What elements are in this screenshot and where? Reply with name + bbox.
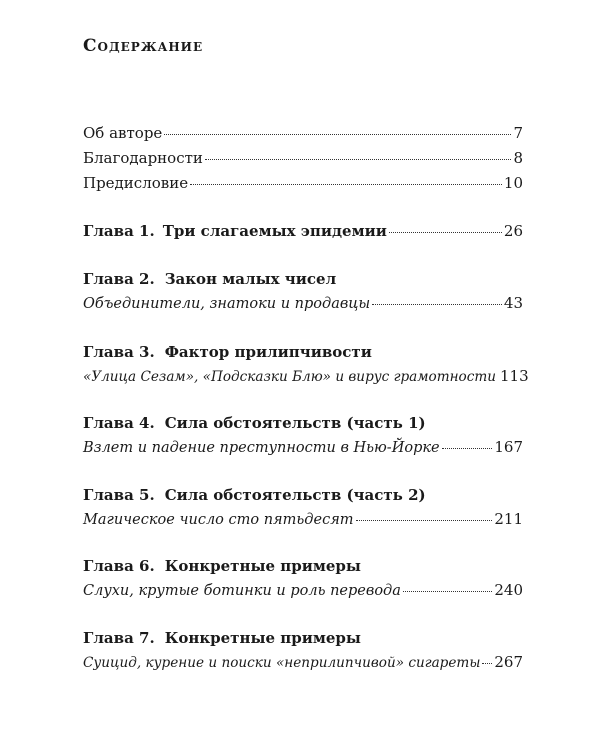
toc-chapter-4-heading[interactable] [83,414,426,432]
chapter-label: Глава 6. [83,557,155,575]
toc-entry-about-author[interactable] [83,124,523,142]
toc-entry-chapter-6[interactable] [83,581,523,600]
toc-entry-preface[interactable] [83,174,523,192]
chapter-title: Сила обстоятельств (часть 2) [164,486,426,504]
toc-entry-chapter-5[interactable] [83,510,523,529]
entry-page: 26 [503,222,523,240]
chapter-title: Три слагаемых эпидемии [162,222,387,240]
dot-leader [190,183,502,185]
chapter-title: Закон малых чисел [164,270,337,288]
chapter-title: Конкретные примеры [164,557,361,575]
dot-leader [356,519,493,521]
chapter-title: Сила обстоятельств (часть 1) [164,414,426,432]
toc-chapter-7-heading[interactable] [83,629,361,647]
toc-entry-chapter-1[interactable] [83,222,523,240]
chapter-label: Глава 1. [83,222,155,240]
chapter-label: Глава 3. [83,343,155,361]
dot-leader [482,662,492,664]
chapter-title: Конкретные примеры [164,629,361,647]
chapter-label: Глава 5. [83,486,155,504]
dot-leader [389,231,502,233]
entry-label: Об авторе [83,124,163,142]
toc-chapter-3-heading[interactable] [83,343,372,361]
dot-leader [164,133,511,135]
entry-page: 167 [494,438,523,456]
entry-label: Предисловие [83,174,189,192]
toc-chapter-2-heading[interactable] [83,270,336,288]
toc-entry-acknowledgements[interactable] [83,149,523,167]
entry-page: 8 [513,149,523,167]
entry-label: Благодарности [83,149,203,167]
toc-entry-chapter-4[interactable] [83,438,523,457]
toc-chapter-5-heading[interactable] [83,486,426,504]
chapter-label: Глава 7. [83,629,155,647]
chapter-subtitle: Объединители, знатоки и продавцы [83,296,371,312]
chapter-subtitle: Магическое число сто пятьдесят [83,512,354,528]
entry-page: 211 [494,510,523,528]
dot-leader [403,590,492,592]
toc-entry-chapter-7[interactable] [83,653,523,672]
toc-entry-chapter-3[interactable] [83,367,529,386]
chapter-subtitle: Суицид, курение и поиски «неприлипчивой» сигареты [83,655,481,671]
chapter-subtitle: «Улица Сезам», «Подсказки Блю» и вирус грамотности [83,369,497,385]
chapter-label: Глава 4. [83,414,155,432]
chapter-label: Глава 2. [83,270,155,288]
dot-leader [372,303,502,305]
dot-leader [205,158,512,160]
page-title: Содержание [83,36,204,56]
chapter-title: Фактор прилипчивости [164,343,372,361]
entry-page: 43 [503,294,523,312]
entry-page: 113 [500,367,529,385]
entry-page: 267 [494,653,523,671]
chapter-subtitle: Слухи, крутые ботинки и роль перевода [83,583,401,599]
toc-chapter-6-heading[interactable] [83,557,361,575]
chapter-subtitle: Взлет и падение преступности в Нью-Йорке [83,440,440,456]
entry-page: 7 [513,124,523,142]
entry-page: 10 [503,174,523,192]
toc-entry-chapter-2[interactable] [83,294,523,313]
entry-page: 240 [494,581,523,599]
dot-leader [442,447,493,449]
